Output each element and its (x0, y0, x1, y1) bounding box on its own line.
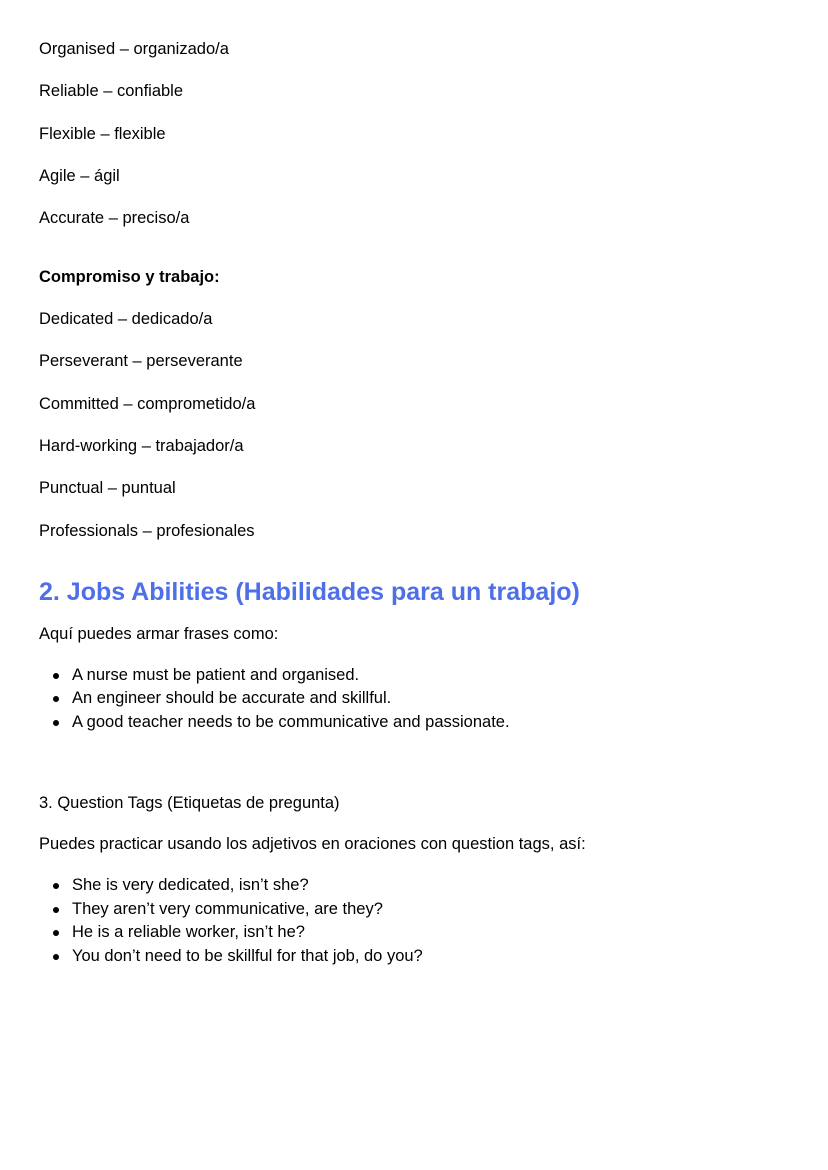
list-item-text: They aren’t very communicative, are they? (72, 899, 383, 918)
list-item-text: He is a reliable worker, isn’t he? (72, 923, 305, 942)
vocab-item: Accurate – preciso/a (39, 209, 190, 228)
section-intro: Puedes practicar usando los adjetivos en oraciones con question tags, así: (39, 835, 586, 854)
bullet-icon (53, 673, 59, 679)
section-heading-question-tags: 3. Question Tags (Etiquetas de pregunta) (39, 794, 340, 813)
bullet-icon (53, 954, 59, 960)
vocab-item: Organised – organizado/a (39, 40, 229, 58)
vocab-item: Flexible – flexible (39, 124, 166, 143)
list-item-text: An engineer should be accurate and skillful. (72, 689, 392, 708)
list-item (53, 711, 788, 735)
vocab-item: Dedicated – dedicado/a (39, 310, 213, 329)
vocab-item: Reliable – confiable (39, 82, 184, 101)
list-item-text: A good teacher needs to be communicative and passionate. (72, 712, 510, 731)
bullet-icon (53, 883, 59, 889)
list-item-text: A nurse must be patient and organised. (72, 665, 360, 684)
commitment-label: Compromiso y trabajo: (39, 268, 220, 287)
section-intro: Aquí puedes armar frases como: (39, 624, 279, 643)
list-item (53, 921, 788, 945)
bullet-icon (53, 696, 59, 702)
list-item-text: She is very dedicated, isn’t she? (72, 876, 309, 895)
list-item (53, 664, 788, 688)
vocab-item: Hard-working – trabajador/a (39, 437, 244, 456)
bullet-icon (53, 907, 59, 913)
list-item (53, 874, 788, 898)
bullet-icon (53, 930, 59, 936)
vocab-list-personal (39, 39, 788, 228)
vocab-item: Agile – ágil (39, 166, 120, 185)
section-heading-job-abilities: 2. Jobs Abilities (Habilidades para un trabajo) (39, 577, 580, 606)
vocab-item: Perseverant – perseverante (39, 352, 243, 371)
vocab-item: Punctual – puntual (39, 479, 176, 498)
list-item (53, 945, 788, 969)
bullet-list-question-tags (39, 874, 788, 968)
list-item (53, 687, 788, 711)
bullet-list-job-abilities (39, 664, 788, 735)
list-item-text: You don’t need to be skillful for that job, do you? (72, 946, 423, 965)
list-item (53, 898, 788, 922)
vocab-item: Committed – comprometido/a (39, 394, 256, 413)
bullet-icon (53, 720, 59, 726)
vocab-item: Professionals – profesionales (39, 521, 255, 540)
vocab-list-commitment (39, 309, 788, 540)
